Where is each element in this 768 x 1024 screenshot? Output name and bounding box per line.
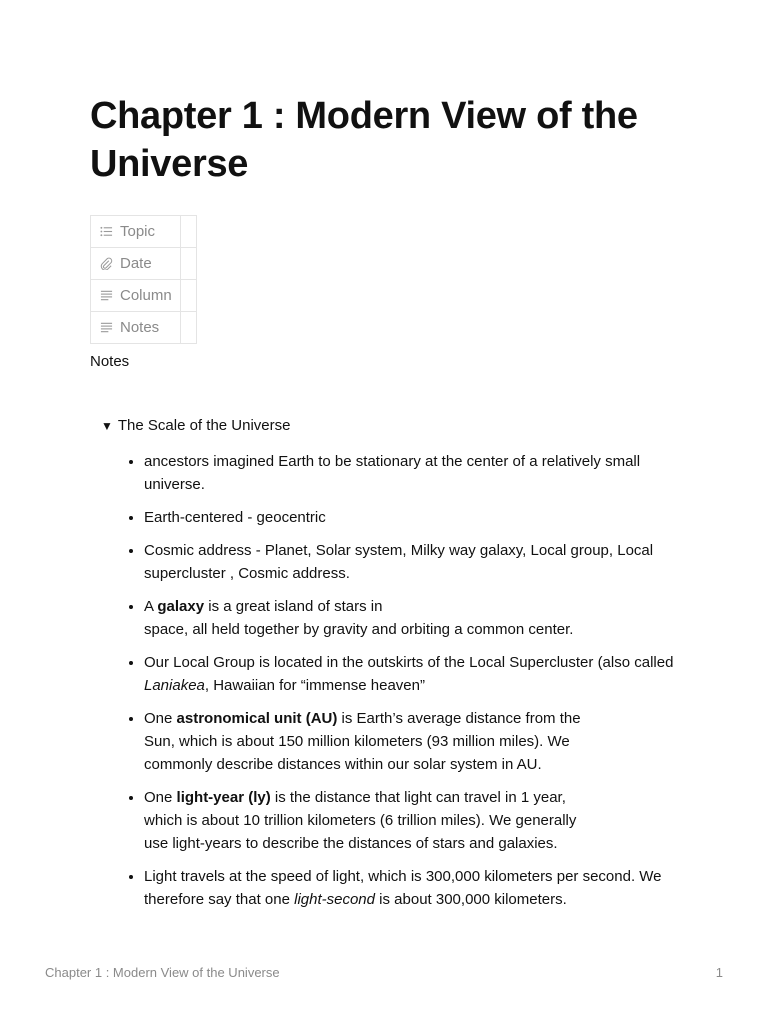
bold-term: astronomical unit (AU)	[176, 710, 338, 727]
property-value[interactable]	[181, 248, 197, 280]
italic-term: light-second	[294, 891, 375, 908]
list-item: • A galaxy is a great island of stars in space, all held together by gravity and orbiting a common center.	[144, 595, 689, 641]
footer-title: Chapter 1 : Modern View of the Universe	[45, 965, 280, 980]
triangle-down-icon[interactable]: ▼	[101, 419, 113, 433]
paperclip-icon	[100, 257, 113, 270]
bold-term: galaxy	[157, 598, 205, 615]
list-icon	[100, 225, 113, 238]
property-label: Notes	[120, 319, 160, 336]
notes-heading: Notes	[90, 353, 130, 370]
page-number: 1	[715, 965, 723, 980]
property-value[interactable]	[181, 312, 197, 344]
list-item: • Our Local Group is located in the outskirts of the Local Supercluster (also called Laniakea, Hawaiian for “immense heaven”	[144, 651, 689, 697]
page-title: Chapter 1 : Modern View of the Universe	[90, 95, 638, 185]
property-value[interactable]	[181, 216, 197, 248]
list-item: • One light-year (ly) is the distance that light can travel in 1 year, which is about 10 trillion kilometers (6 trillion miles). We generally use light-years to describe the distances of stars and galaxies.	[144, 786, 689, 855]
property-label: Date	[120, 255, 152, 272]
property-row-topic[interactable]	[91, 216, 197, 248]
text-lines-icon	[100, 321, 113, 334]
toggle-scale-of-universe[interactable]	[101, 417, 290, 434]
bullet-list	[126, 450, 689, 921]
property-row-notes[interactable]	[91, 312, 197, 344]
italic-term: Laniakea	[144, 677, 205, 694]
toggle-heading: The Scale of the Universe	[117, 417, 291, 434]
list-item: • Earth-centered - geocentric	[144, 506, 689, 529]
properties-table	[90, 215, 197, 344]
property-label: Topic	[120, 223, 156, 240]
list-item: • Light travels at the speed of light, which is 300,000 kilometers per second. We therefore say that one light-second is about 300,000 kilometers.	[144, 865, 689, 911]
bold-term: light-year (ly)	[176, 789, 271, 806]
list-item: • Cosmic address - Planet, Solar system, Milky way galaxy, Local group, Local supercluster , Cosmic address.	[144, 539, 689, 585]
list-item: • ancestors imagined Earth to be stationary at the center of a relatively small universe.	[144, 450, 689, 496]
property-row-date[interactable]	[91, 248, 197, 280]
property-row-column[interactable]	[91, 280, 197, 312]
text-lines-icon	[100, 289, 113, 302]
property-value[interactable]	[181, 280, 197, 312]
property-label: Column	[120, 287, 172, 304]
list-item: • One astronomical unit (AU) is Earth’s average distance from the Sun, which is about 150 million kilometers (93 million miles). We commonly describe distances within our solar system in AU.	[144, 707, 689, 776]
